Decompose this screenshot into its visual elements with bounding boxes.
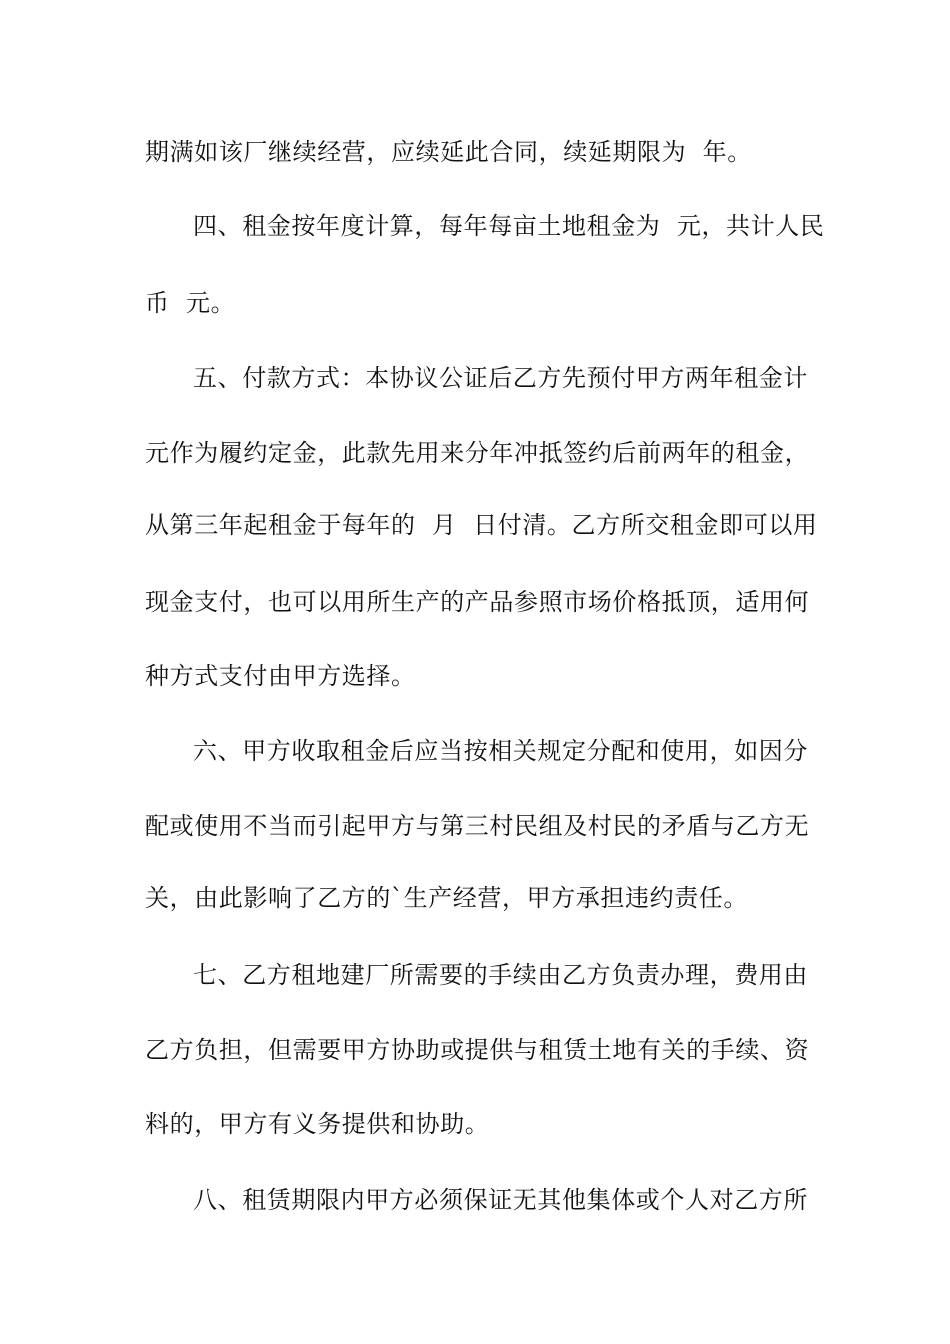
text-line: 乙方负担，但需要甲方协助或提供与租赁土地有关的手续、资: [145, 1036, 810, 1064]
text-line: 从第三年起租金于每年的 月 日付清。乙方所交租金即可以用: [145, 511, 818, 539]
text-line: 关，由此影响了乙方的`生产经营，甲方承担违约责任。: [145, 884, 748, 912]
paragraph-six-start: 六、甲方收取租金后应当按相关规定分配和使用，如因分: [193, 737, 808, 765]
text-line: 现金支付，也可以用所生产的产品参照市场价格抵顶，适用何: [145, 588, 810, 616]
paragraph-seven-start: 七、乙方租地建厂所需要的手续由乙方负责办理，费用由: [193, 961, 808, 989]
text-line: 种方式支付由甲方选择。: [145, 662, 416, 690]
paragraph-eight-start: 八、租赁期限内甲方必须保证无其他集体或个人对乙方所: [193, 1186, 808, 1214]
text-line: 配或使用不当而引起甲方与第三村民组及村民的矛盾与乙方无: [145, 812, 810, 840]
paragraph-four-start: 四、租金按年度计算，每年每亩土地租金为 元，共计人民: [193, 212, 825, 240]
text-line: 期满如该厂继续经营，应续延此合同，续延期限为 年。: [145, 138, 752, 166]
text-line: 料的，甲方有义务提供和协助。: [145, 1110, 490, 1138]
text-line: 元作为履约定金，此款先用来分年冲抵签约后前两年的租金，: [145, 439, 810, 467]
text-line: 币 元。: [145, 289, 236, 317]
paragraph-five-start: 五、付款方式：本协议公证后乙方先预付甲方两年租金计: [193, 364, 808, 392]
